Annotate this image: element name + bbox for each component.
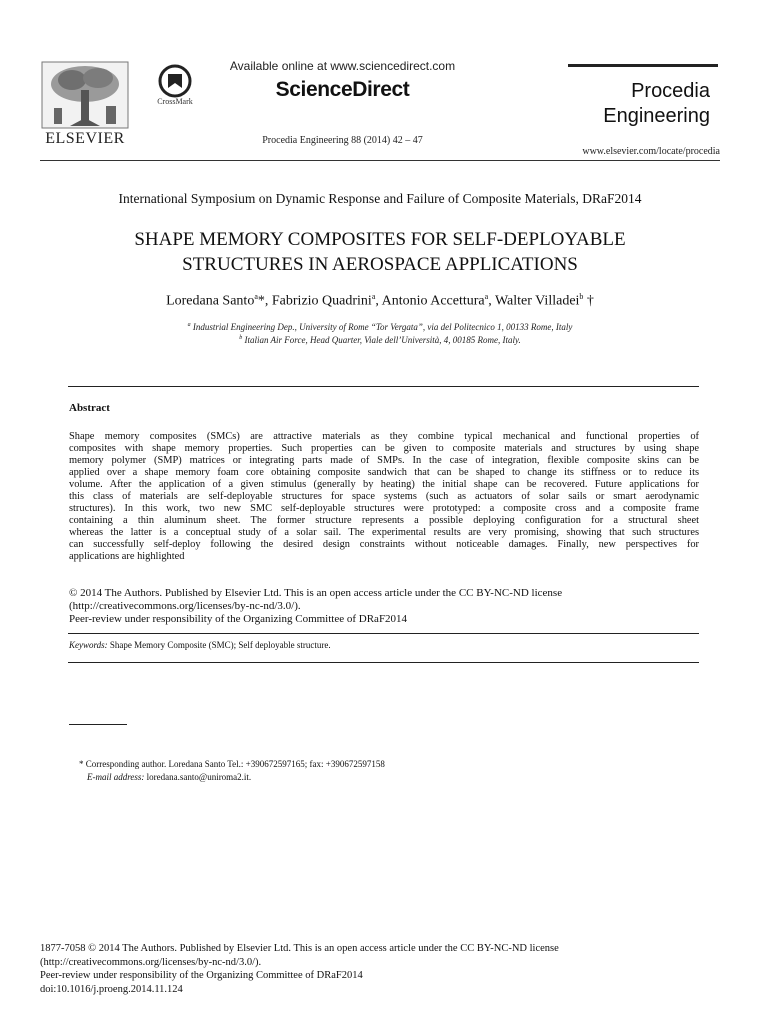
journal-title-box [568, 64, 718, 137]
paper-title [40, 227, 720, 277]
issn-license-line: 1877-7058 © 2014 The Authors. Published by Elsevier Ltd. This is an open access article under the CC BY-NC-ND license [40, 943, 559, 954]
crossmark-icon [158, 64, 192, 98]
publisher-name: ELSEVIER [45, 130, 125, 147]
author-affiliation-mark: b [579, 292, 584, 301]
header-divider [40, 160, 720, 161]
bottom-license-block [40, 942, 720, 996]
author-name: Loredana Santo [166, 293, 255, 309]
affiliation-text: Industrial Engineering Dep., University of Rome “Tor Vergata”, via del Politecnico 1, 00133 Rome, Italy [192, 322, 573, 332]
doi-line[interactable]: doi:10.1016/j.proeng.2014.11.124 [40, 983, 183, 995]
abstract-line: memory polymer (SMP) matrices or integrating parts made of SMPs. In the case of integration, flexible composite skins can be [69, 455, 699, 466]
journal-title-line2: Engineering [603, 105, 710, 127]
abstract-top-rule [68, 386, 699, 387]
affiliation-text: Italian Air Force, Head Quarter, Viale dell’Università, 4, 00185 Rome, Italy. [244, 335, 521, 345]
abstract-body [69, 431, 699, 563]
abstract-line: containing a thin aluminum sheet. The former structure represents a possible deploying configuration for a structural sheet [69, 515, 699, 526]
abstract-line: applied over a shape memory foam core obtaining composite sandwich that can be shaped to change its stiffness or to reduce its [69, 467, 699, 478]
keywords-text: Shape Memory Composite (SMC); Self deployable structure. [109, 640, 331, 650]
abstract-line: this class of materials are self-deployable structures for space systems (such as actuators of solar sails or smart aerodynamic [69, 491, 699, 502]
journal-url-link[interactable]: www.elsevier.com/locate/procedia [582, 146, 720, 157]
author-name: Fabrizio Quadrini [271, 293, 372, 309]
author-note-mark: † [586, 293, 594, 309]
journal-title [603, 79, 710, 129]
conference-name: International Symposium on Dynamic Response and Failure of Composite Materials, DRaF2014 [118, 191, 642, 206]
abstract-line: structures). In this work, two new SMC self-deployable structures were prototyped: a composite cross and a composite frame [69, 503, 699, 514]
paper-title-line1: SHAPE MEMORY COMPOSITES FOR SELF-DEPLOYABLE [134, 229, 626, 250]
corresponding-mark: * [257, 293, 265, 309]
author-list: Loredana Santo$^a$*, Fabrizio Quadrini$^a$, Antonio Accettura$^a$, Walter Villadei$^b$ † [166, 292, 594, 309]
email-link[interactable]: loredana.santo@uniroma2.it. [146, 772, 252, 782]
license-line: © 2014 The Authors. Published by Elsevier Ltd. This is an open access article under the CC BY-NC-ND license [69, 587, 563, 599]
email-label: E-mail address: [87, 772, 145, 782]
available-online-text: Available online at www.sciencedirect.com [229, 59, 456, 73]
abstract-line: whereas the latter is a conceptual study of a solar sail. The experimental results are very promising, showing that such structures [69, 527, 699, 538]
author-affiliation-mark: a [371, 292, 376, 301]
license-link[interactable]: (http://creativecommons.org/licenses/by-nc-nd/3.0/). [69, 600, 301, 612]
bottom-peer-review-line: Peer-review under responsibility of the Organizing Committee of DRaF2014 [40, 970, 363, 981]
keywords [69, 640, 699, 650]
elsevier-logo [40, 60, 130, 150]
affiliation-b [40, 335, 720, 345]
affiliation-mark: a [187, 322, 191, 328]
crossmark-label: CrossMark [157, 97, 193, 106]
author-affiliation-mark: a [484, 292, 489, 301]
abstract-line: applications are highlighted [69, 551, 185, 562]
author-name: Walter Villadei [494, 293, 580, 309]
footnote-rule [69, 724, 127, 725]
elsevier-tree-icon [40, 60, 130, 130]
abstract-line: volume. After the application of a given stimulus (generally by heating) the initial shape can be recovered. Future applications for [69, 479, 699, 490]
email-note [87, 771, 687, 783]
crossmark-badge[interactable] [150, 62, 200, 112]
abstract-line: Shape memory composites (SMCs) are attractive materials as they combine typical mechanical and functional properties of [69, 431, 699, 442]
keywords-bottom-rule [68, 662, 699, 663]
journal-title-line1: Procedia [631, 80, 710, 102]
bottom-license-link[interactable]: (http://creativecommons.org/licenses/by-nc-nd/3.0/). [40, 956, 262, 968]
abstract-line: composites with shape memory properties. Such properties can be given to composite materials and structures by using shape [69, 443, 699, 454]
journal-citation: Procedia Engineering 88 (2014) 42 – 47 [262, 135, 423, 146]
affiliation-mark: b [239, 335, 243, 341]
keywords-top-rule [68, 633, 699, 634]
peer-review-line: Peer-review under responsibility of the Organizing Committee of DRaF2014 [69, 613, 408, 625]
license-statement [69, 587, 699, 626]
paper-title-line2: STRUCTURES IN AEROSPACE APPLICATIONS [182, 254, 578, 275]
affiliation-a [40, 322, 720, 332]
keywords-label: Keywords: [69, 640, 108, 650]
sciencedirect-logo[interactable]: ScienceDirect [275, 78, 410, 101]
author-name: Antonio Accettura [381, 293, 485, 309]
abstract-heading: Abstract [69, 402, 110, 414]
corresponding-author-note: * Corresponding author. Loredana Santo Tel.: +390672597165; fax: +390672597158 [79, 759, 385, 769]
author-affiliation-mark: a [254, 292, 258, 301]
abstract-line: can successfully self-deploy following the desired design constraints without noticeable damages. Finally, new perspectives for [69, 539, 699, 550]
